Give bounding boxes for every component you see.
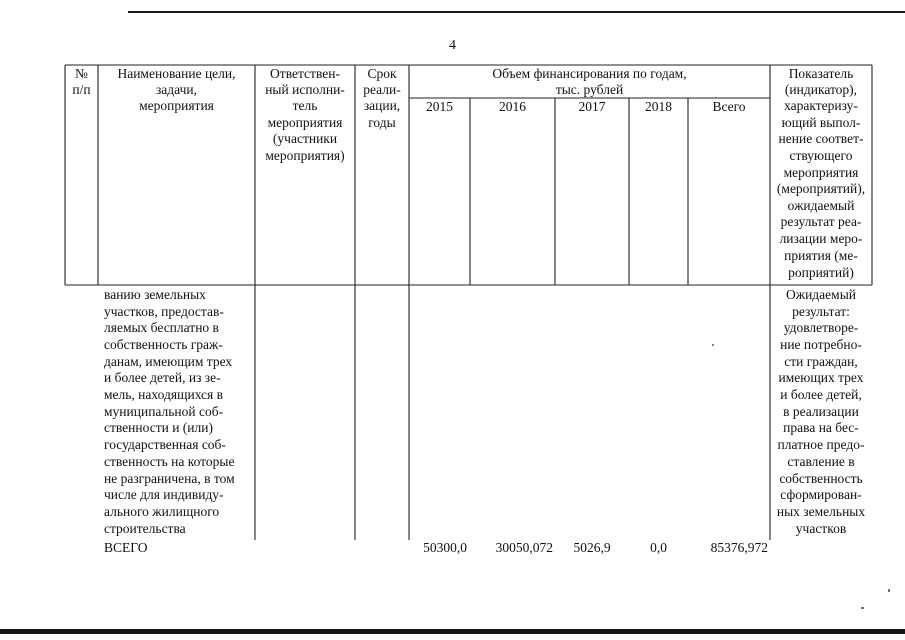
header-indicator-line: результат реа- xyxy=(780,214,862,229)
header-executor-line: тель xyxy=(292,98,318,113)
body-indicator-line: результат: xyxy=(792,304,850,319)
body-name-line: строительства xyxy=(104,521,186,536)
header-indicator-line: ющий выпол- xyxy=(781,115,861,130)
header-term-line: годы xyxy=(368,115,396,130)
scan-speck xyxy=(712,344,714,346)
header-indicator-line: нение соответ- xyxy=(778,131,864,146)
total-value-2017: 5026,9 xyxy=(573,540,611,555)
body-indicator-line: ставление в xyxy=(787,454,855,469)
header-executor-line: Ответствен- xyxy=(270,66,340,81)
header-year-2016: 2016 xyxy=(499,99,526,114)
header-name-line: мероприятия xyxy=(139,98,214,113)
total-value-all: 85376,972 xyxy=(710,540,768,555)
body-name-line: не разграничена, в том xyxy=(104,471,235,486)
header-executor-line: (участники xyxy=(272,131,338,146)
total-value-2015: 50300,0 xyxy=(423,540,467,555)
body-indicator-line: и более детей, xyxy=(780,387,862,402)
body-name-line: ванию земельных xyxy=(104,287,206,302)
body-indicator-line: Ожидаемый xyxy=(786,287,856,302)
body-name-line: ляемых бесплатно в xyxy=(104,320,219,335)
total-value-2016: 30050,072 xyxy=(495,540,553,555)
body-name-line: числе для индивиду- xyxy=(104,487,224,502)
scan-speck xyxy=(861,607,864,609)
header-executor-line: ный исполни- xyxy=(265,82,345,97)
header-indicator-line: лизации меро- xyxy=(779,231,863,246)
body-indicator-line: участков xyxy=(795,521,847,536)
header-indicator-line: роприятий) xyxy=(788,265,854,280)
header-indicator-line: (индикатор), xyxy=(784,82,858,97)
body-name-line: государственная соб- xyxy=(104,437,226,452)
header-indicator-line: характеризу- xyxy=(784,98,858,113)
body-name-line: участков, предостав- xyxy=(104,304,224,319)
header-term-line: зации, xyxy=(363,98,401,113)
body-name-line: муниципальной соб- xyxy=(104,404,224,419)
header-financing-line: тыс. рублей xyxy=(555,82,624,97)
body-name-line: ственности и (или) xyxy=(104,420,213,435)
body-indicator-line: сти граждан, xyxy=(784,354,858,369)
header-financing-line: Объем финансирования по годам, xyxy=(492,66,687,81)
total-value-2018: 0,0 xyxy=(650,540,667,555)
header-year-2015: 2015 xyxy=(426,99,453,114)
page-number: 4 xyxy=(449,38,456,53)
body-name-line: данам, имеющим трех xyxy=(104,354,233,369)
header-indicator-line: (мероприятий), xyxy=(776,181,866,196)
body-indicator-line: собственность xyxy=(779,471,863,486)
body-indicator-line: имеющих трех xyxy=(778,370,864,385)
header-number-line: п/п xyxy=(72,82,91,97)
header-indicator-line: Показатель xyxy=(788,66,854,81)
bottom-rule xyxy=(0,629,905,634)
header-executor-line: мероприятия) xyxy=(265,148,345,163)
body-name-line: собственность граж- xyxy=(104,337,223,352)
header-executor-line: мероприятия xyxy=(267,115,343,130)
body-indicator-line: удовлетворе- xyxy=(783,320,859,335)
header-year-2018: 2018 xyxy=(645,99,672,114)
body-name-line: мель, находящихся в xyxy=(104,387,224,402)
header-name-line: задачи, xyxy=(155,82,198,97)
scan-speck xyxy=(888,589,890,592)
body-name-line: и более детей, из зе- xyxy=(104,370,221,385)
header-total: Всего xyxy=(712,99,746,114)
body-indicator-line: ние потребно- xyxy=(780,337,862,352)
header-indicator-line: ствующего xyxy=(789,148,853,163)
header-year-2017: 2017 xyxy=(578,99,606,114)
header-term-line: Срок xyxy=(367,66,397,81)
body-indicator-line: права на бес- xyxy=(783,420,859,435)
body-name-line: ственность на которые xyxy=(104,454,235,469)
header-term-line: реали- xyxy=(363,82,401,97)
body-indicator-line: платное предо- xyxy=(777,437,865,452)
header-number-line: № xyxy=(75,66,88,81)
total-label: ВСЕГО xyxy=(104,540,148,555)
header-indicator-line: приятия (ме- xyxy=(784,248,858,263)
body-name-line: ального жилищного xyxy=(104,504,220,519)
body-indicator-line: сформирован- xyxy=(780,487,862,502)
header-indicator-line: мероприятия xyxy=(783,165,859,180)
header-indicator-line: ожидаемый xyxy=(787,198,855,213)
body-indicator-line: ных земельных xyxy=(776,504,866,519)
header-name-line: Наименование цели, xyxy=(117,66,236,81)
body-indicator-line: в реализации xyxy=(783,404,859,419)
